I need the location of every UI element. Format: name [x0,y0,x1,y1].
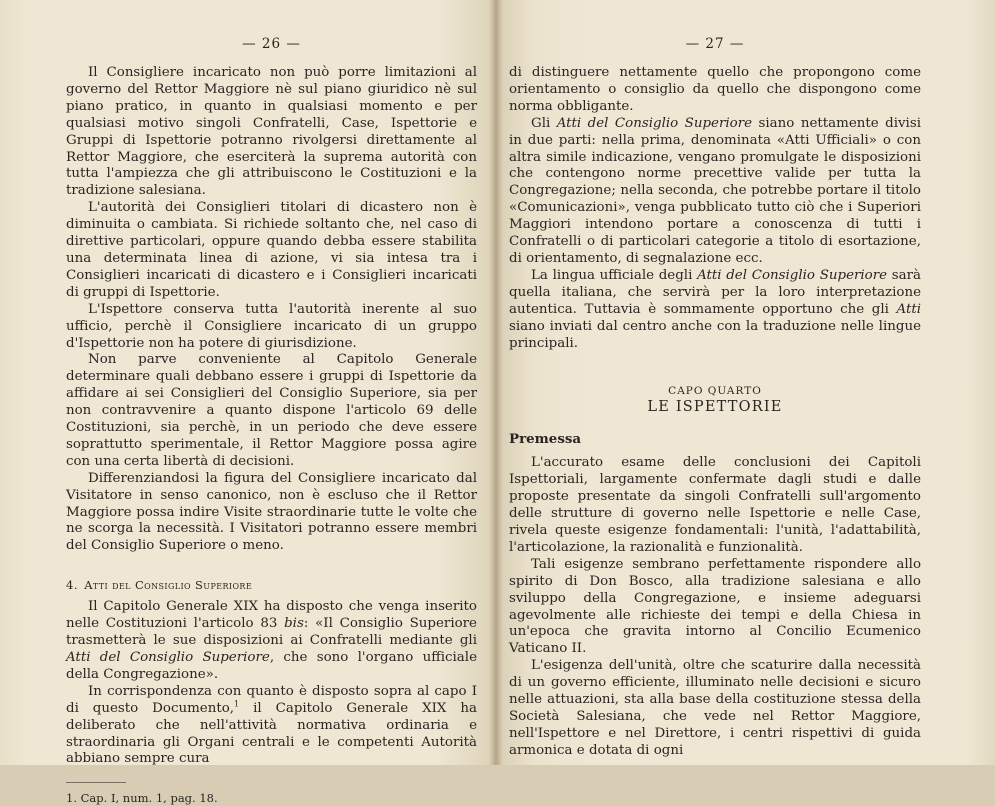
paragraph [509,116,921,268]
text-run: Gli [531,115,557,131]
paragraph: di distinguere nettamente quello che propongono come orientamento o consiglio da quello che dispongono come norma obbligante. [509,65,921,114]
italic-text: bis [284,616,304,632]
page-number-right: — 27 — [685,36,745,52]
paragraph: L'esigenza dell'unità, oltre che scaturire dalla necessità di un governo efficiente, illuminato nelle decisioni e sicuro nelle attuazioni, sta alla base della costituzione stessa della Società Salesiana, che vede nel Rettor Maggiore, nell'Ispettore e nel Direttore, i centri rispettivi di guida armonica e dotata di ogni [509,658,921,758]
paragraph [509,268,921,353]
text-run: siano inviati dal centro anche con la traduzione nelle lingue principali. [509,318,921,351]
paragraph [66,599,477,684]
italic-text: Atti del Consiglio Superiore [556,115,753,131]
chapter-label: CAPO QUARTO [668,385,762,398]
text-run: , che sono l'organo ufficiale della Congregazione». [66,650,477,682]
italic-text: Atti [896,301,921,317]
section-number: 4. [66,578,79,593]
paragraph: Tali esigenze sembrano perfettamente rispondere allo spirito di Don Bosco, alla tradizione salesiana e allo sviluppo della Congregazione, e insieme adeguarsi agevolmente alle richieste dei tempi e della Chiesa in un'epoca che gravita intorno al Concilio Ecumenico Vaticano II. [509,556,921,657]
paragraph: Differenziandosi la figura del Consigliere incaricato dal Visitatore in senso canonico, non è escluso che il Rettor Maggiore possa indire Visite straordinarie tutte le volte che ne scorga la necessità. I Visitatori potranno essere membri del Consiglio Superiore o meno. [66,470,477,554]
text-run: La lingua ufficiale degli [531,267,698,283]
text-run: siano nettamente divisi in due parti: nella prima, denominata «Atti Ufficiali» o con altra simile indicazione, vengano promulgate le disposizioni che contengono norme precettive valide per tutta la Congregazione; nella seconda, che potrebbe portare il titolo «Comunicazioni», venga pubblicato tutto ciò che i Superiori Maggiori intendono portare a conoscenza di tutti i Confratelli o di particolari categorie a titolo di esortazione, di orientamento, di segnalazione ecc. [509,115,921,266]
paragraph: L'accurato esame delle conclusioni dei Capitoli Ispettoriali, largamente confermate dagli studi e dalle proposte presentate da singoli Confratelli sull'argomento delle strutture di governo nelle Ispettorie e nelle Case, rivela queste esigenze fondamentali: l'unità, l'adattabilità, l'articolazione, la razionalità e funzionalità. [509,455,921,555]
italic-text: Atti del Consiglio Superiore [66,650,270,665]
chapter-title: LE ISPETTORIE [647,399,783,416]
left-page [0,0,495,806]
right-page [495,0,995,765]
text-run: : «Il Consiglio Superiore trasmetterà le sue disposizioni ai Confratelli mediante gli [66,616,477,649]
paragraph: L'Ispettore conserva tutta l'autorità inerente al suo ufficio, perchè il Consigliere incaricato di un gruppo d'Ispettorie non ha potere di giurisdizione. [66,301,477,351]
subheading: Premessa [509,431,582,448]
text-run: sarà quella italiana, che servirà per la loro interpretazione autentica. Tuttavia è sommamente opportuno che gli [509,267,921,317]
paragraph [66,684,477,769]
footnote-divider [66,782,126,783]
paragraph: Il Consigliere incaricato non può porre limitazioni al governo del Rettor Maggiore nè sul piano giuridico nè sul piano pratico, in quanto in qualsiasi momento e per qualsiasi motivo singoli Confratelli, Case, Ispettorie e Gruppi di Ispettorie potranno rivolgersi direttamente al Rettor Maggiore, che eserciterà la suprema autorità con tutta l'ampiezza che gli attribuiscono le Costituzioni e la tradizione salesiana. [66,65,477,199]
italic-text: Atti del Consiglio Superiore [697,267,888,283]
text-run: il Capitolo Generale XIX ha deliberato che nell'attività normativa ordinaria e straordinaria gli Organi centrali e le competenti Autorità abbiano sempre cura [66,700,477,767]
section-title: Atti del Consiglio Superiore [84,578,253,593]
page-number-left: — 26 — [242,36,301,52]
footnote-ref: 1 [234,699,240,709]
paragraph: L'autorità dei Consiglieri titolari di dicastero non è diminuita o cambiata. Si richiede soltanto che, nel caso di direttive particolari, oppure quando debba essere stabilita una determinata linea di azione, vi sia intesa tra i Consiglieri incaricati di dicastero e i Consiglieri incaricati di gruppi di Ispettorie. [66,200,477,300]
footnote: 1. Cap. I, num. 1, pag. 18. [66,791,218,806]
section-heading [66,577,477,593]
text-run: Il Capitolo Generale XIX ha disposto che venga inserito nelle Costituzioni l'articolo 83 [66,599,477,632]
paragraph: Non parve conveniente al Capitolo Generale determinare quali debbano essere i gruppi di Ispettorie da affidare ai sei Consiglieri del Consiglio Superiore, sia per non contravvenire a quanto dispone l'articolo 69 delle Costituzioni, sia perchè, in un periodo che deve essere soprattutto sperimentale, il Rettor Maggiore possa agire con una certa libertà di decisioni. [66,352,477,469]
text-run: In corrispondenza con quanto è disposto sopra al capo I di questo Documento, [66,683,477,716]
